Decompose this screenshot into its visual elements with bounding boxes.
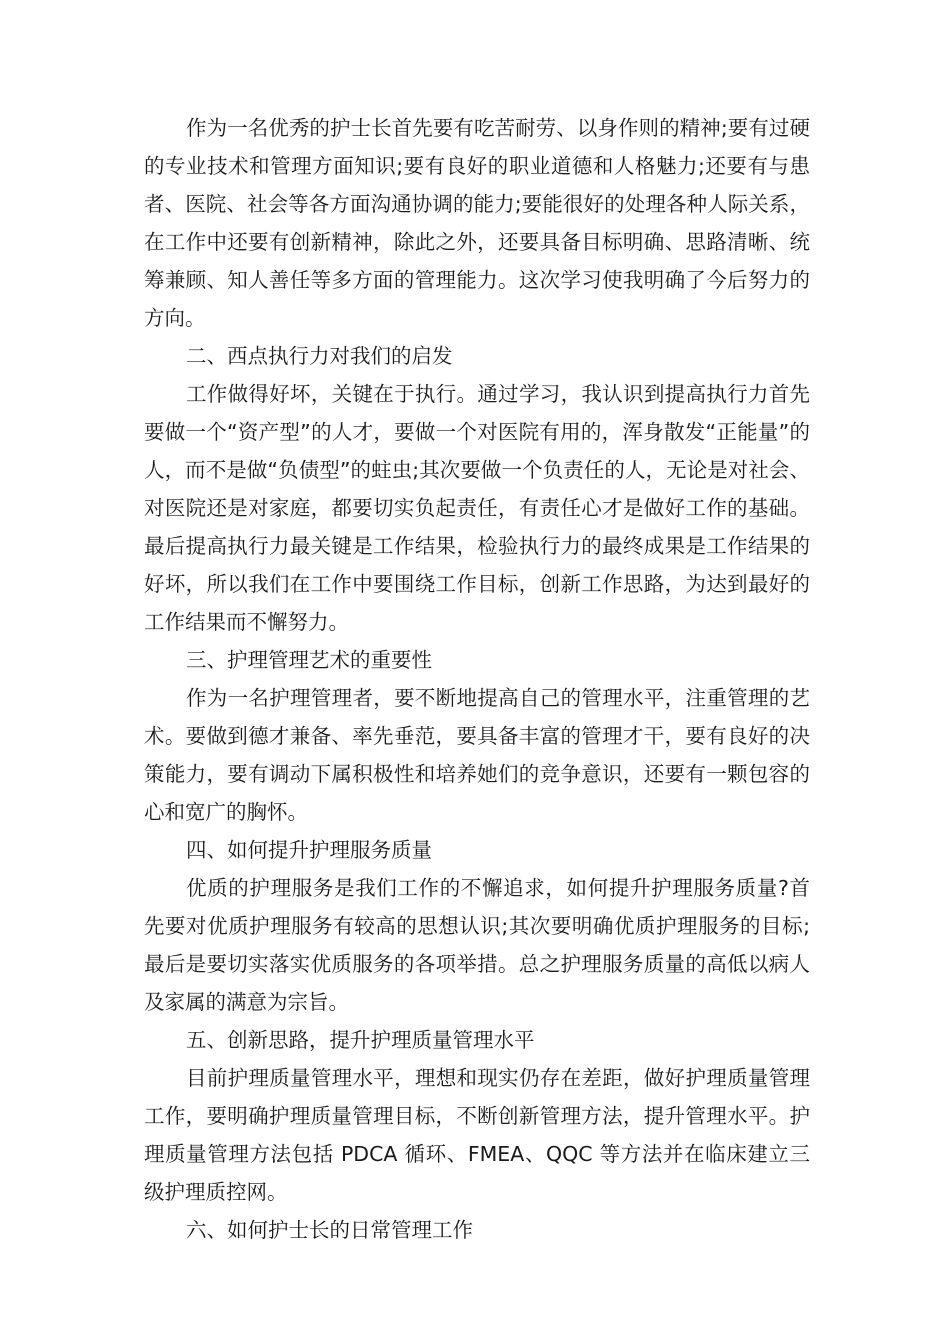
paragraph-quality-management: 目前护理质量管理水平，理想和现实仍存在差距，做好护理质量管理工作，要明确护理质量管理目标，不断创新管理方法，提升管理水平。护理质量管理方法包括 PDCA 循环、FMEA、QQC 等方法并在临床建立三级护理质控网。 <box>144 1066 810 1204</box>
paragraph-execution: 工作做得好坏，关键在于执行。通过学习，我认识到提高执行力首先要做一个“资产型”的人才，要做一个对医院有用的，浑身散发“正能量”的人，而不是做“负债型”的蛀虫;其次要做一个负责任的人，无论是对社会、对医院还是对家庭，都要切实负起责任，有责任心才是做好工作的基础。最后提高执行力最关键是工作结果，检验执行力的最终成果是工作结果的好坏，所以我们在工作中要围绕工作目标，创新工作思路，为达到最好的工作结果而不懈努力。 <box>144 382 810 634</box>
section-heading-5: 五、创新思路，提升护理质量管理水平 <box>186 1028 535 1052</box>
paragraph-qualities: 作为一名优秀的护士长首先要有吃苦耐劳、以身作则的精神;要有过硬的专业技术和管理方面知识;要有良好的职业道德和人格魅力;还要有与患者、医院、社会等各方面沟通协调的能力;要能很好的处理各种人际关系，在工作中还要有创新精神，除此之外，还要具备目标明确、思路清晰、统筹兼顾、知人善任等多方面的管理能力。这次学习使我明确了今后努力的方向。 <box>144 116 810 330</box>
paragraph-service-quality: 优质的护理服务是我们工作的不懈追求，如何提升护理服务质量?首先要对优质护理服务有较高的思想认识;其次要明确优质护理服务的目标;最后是要切实落实优质服务的各项举措。总之护理服务质量的高低以病人及家属的满意为宗旨。 <box>144 876 810 1014</box>
section-heading-2: 二、西点执行力对我们的启发 <box>186 344 453 368</box>
section-heading-3: 三、护理管理艺术的重要性 <box>186 648 432 672</box>
paragraph-management-art: 作为一名护理管理者，要不断地提高自己的管理水平，注重管理的艺术。要做到德才兼备、率先垂范，要具备丰富的管理才干，要有良好的决策能力，要有调动下属积极性和培养她们的竞争意识，还要有一颗包容的心和宽广的胸怀。 <box>144 686 810 824</box>
section-heading-6: 六、如何护士长的日常管理工作 <box>186 1218 473 1242</box>
section-heading-4: 四、如何提升护理服务质量 <box>186 838 432 862</box>
document-body <box>144 109 810 1249</box>
